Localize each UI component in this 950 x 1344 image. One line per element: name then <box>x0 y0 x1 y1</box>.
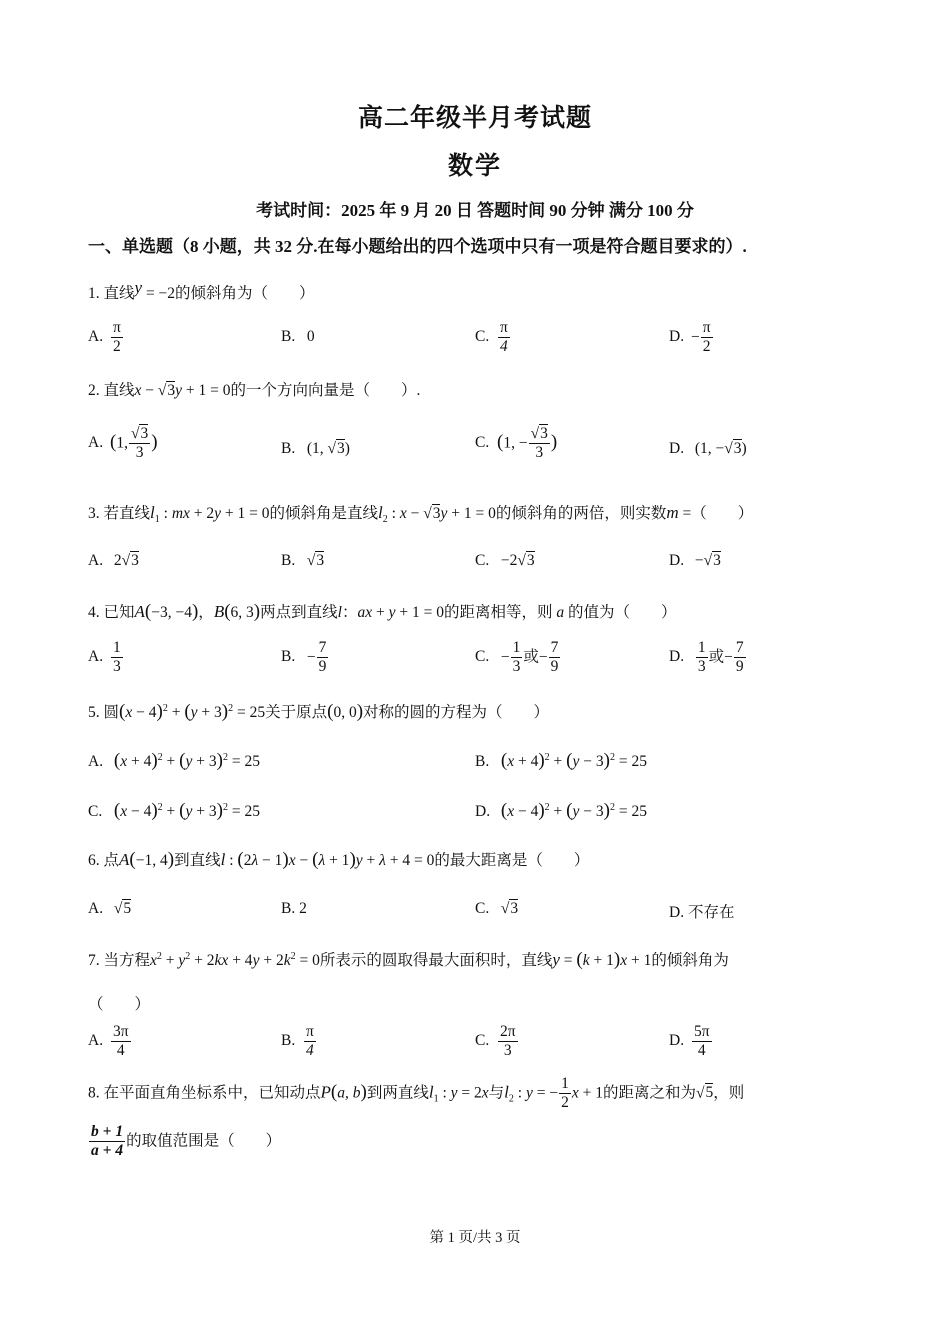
question-4-stem: 4. 已知A(−3, −4)，B(6, 3)两点到直线l：ax + y + 1 = 0的距离相等，则 a 的值为（ ） <box>88 601 677 622</box>
subject-title: 数学 <box>447 153 502 180</box>
question-3-option-c[interactable]: C. −2√3 <box>475 552 535 569</box>
question-1-option-d[interactable]: D. − $\frac{\pi}{2}$ <box>669 319 711 356</box>
question-6-option-d[interactable]: D. 不存在 <box>669 904 735 921</box>
question-4-option-d[interactable]: D. $\frac{1}{3}$ 或− $\frac{7}{9}$ <box>669 639 744 676</box>
question-3-option-a[interactable]: A. 2√3 <box>88 552 139 569</box>
question-1-stem: 1. 直线y = −2的倾斜角为（ ） <box>88 278 315 302</box>
question-4-option-b[interactable]: B. − $\frac{7}{9}$ <box>281 639 327 676</box>
question-2-option-b[interactable]: B. (1, √3) <box>281 440 350 457</box>
question-5-stem: 5. 圆$(x - 4)^2 + (y + 3)^2 = 25$关于原点(0, 0)对称的圆的方程为（ ） <box>88 701 550 722</box>
page-footer: 第 1 页/共 3 页 <box>429 1230 521 1246</box>
question-7-stem: 7. 当方程$x^2 + y^2 + 2kx + 4y + 2k^2 = 0$所表示的圆取得最大面积时，直线y = (k + 1)x + 1的倾斜角为 <box>88 949 729 970</box>
question-3-option-b[interactable]: B. √3 <box>281 552 325 569</box>
question-1-option-b[interactable]: B. 0 <box>281 328 315 345</box>
question-1-option-a[interactable]: A. $\frac{\pi}{2}$ <box>88 319 121 356</box>
section-heading: 一、单选题（8 小题，共 32 分.在每小题给出的四个选项中只有一项是符合题目要求的）. <box>88 237 747 256</box>
question-8-stem: 8. 在平面直角坐标系中，已知动点P(a, b)到两直线$l_1$ : y = 2x与$l_2$ : y = − $\frac{1}{2}$ x + 1的距离之和为√5，则 <box>88 1075 745 1112</box>
question-3-stem: 3. 若直线$l_1$ : mx + 2y + 1 = 0的倾斜角是直线$l_2$ : x − √3y + 1 = 0的倾斜角的两倍，则实数m =（ ） <box>88 503 754 526</box>
question-6-stem: 6. 点A(−1, 4)到直线l : (2λ − 1)x − (λ + 1)y + λ + 4 = 0的最大距离是（ ） <box>88 849 590 870</box>
question-7-option-b[interactable]: B. $\frac{\pi}{4}$ <box>281 1023 314 1060</box>
question-7-stem-cont: （ ） <box>88 996 151 1013</box>
question-5-option-d[interactable]: D. $(x - 4)^2 + (y - 3)^2 = 25$ <box>475 800 647 821</box>
question-5-option-c[interactable]: C. $(x - 4)^2 + (y + 3)^2 = 25$ <box>88 800 260 821</box>
question-7-option-a[interactable]: A. $\frac{3\pi}{4}$ <box>88 1023 129 1060</box>
question-5-option-b[interactable]: B. $(x + 4)^2 + (y - 3)^2 = 25$ <box>475 750 647 771</box>
question-2-option-d[interactable]: D. (1, −√3) <box>669 440 747 457</box>
question-4-option-c[interactable]: C. − $\frac{1}{3}$ 或− $\frac{7}{9}$ <box>475 639 559 676</box>
question-6-option-a[interactable]: A. √5 <box>88 900 132 917</box>
question-6-option-c[interactable]: C. √3 <box>475 900 519 917</box>
exam-title: 高二年级半月考试题 <box>357 105 592 132</box>
question-2-stem: 2. 直线x − √3y + 1 = 0的一个方向向量是（ ）. <box>88 382 421 399</box>
question-5-option-a[interactable]: A. $(x + 4)^2 + (y + 3)^2 = 25$ <box>88 750 260 771</box>
question-4-option-a[interactable]: A. $\frac{1}{3}$ <box>88 639 121 676</box>
exam-info: 考试时间：2025 年 9 月 20 日 答题时间 90 分钟 满分 100 分 <box>256 201 694 220</box>
question-2-option-a[interactable]: A. (1, $\frac{√3}{3}$ ) <box>88 425 158 462</box>
question-8-stem-cont: $\frac{b + 1}{a + 4}$ 的取值范围是（ ） <box>91 1123 282 1160</box>
question-2-option-c[interactable]: C. (1, − $\frac{√3}{3}$ ) <box>475 425 558 462</box>
question-1-option-c[interactable]: C. $\frac{\pi}{4}$ <box>475 319 508 356</box>
question-7-option-d[interactable]: D. $\frac{5\pi}{4}$ <box>669 1023 710 1060</box>
question-6-option-b[interactable]: B. 2 <box>281 900 307 917</box>
question-7-option-c[interactable]: C. $\frac{2\pi}{3}$ <box>475 1023 516 1060</box>
question-3-option-d[interactable]: D. −√3 <box>669 552 721 569</box>
